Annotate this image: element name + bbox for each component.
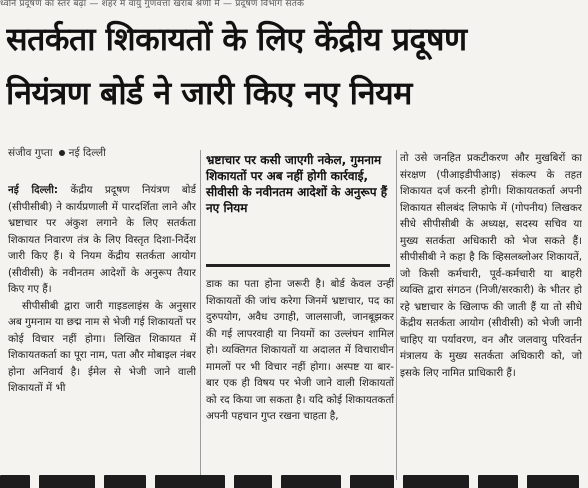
headline-line-1: सतर्कता शिकायतों के लिए केंद्रीय प्रदूषण [6, 20, 467, 58]
headline-line-2: नियंत्रण बोर्ड ने जारी किए नए नियम [6, 74, 412, 112]
pull-quote-rule [206, 264, 390, 267]
pull-quote: भ्रष्टाचार पर कसी जाएगी नकेल, गुमनाम शिकायतों पर अब नहीं होगी कार्रवाई, सीवीसी के नवीनतम आदेशों के अनुरूप हैं नए नियम [206, 153, 388, 215]
column-divider [200, 150, 201, 480]
byline [8, 146, 106, 160]
article-column-2: डाक का पता होना जरूरी है। बोर्ड केवल उन्हीं शिकायतों की जांच करेगा जिनमें भ्रष्टाचार, पद का दुरुपयोग, अवैध उगाही, जालसाजी, जानबूझकर की गई लापरवाही या नियमों का उल्लंघन शामिल हो। व्यक्तिगत शिकायतों या अदालत में विचाराधीन मामलों पर भी विचार नहीं होगा। अस्पष्ट या बार-बार एक ही विषय पर भेजी जाने वाली शिकायतों को रद किया जा सकता है। यदि कोई शिकायतकर्ता अपनी पहचान गुप्त रखना चाहता है, [206, 278, 394, 422]
next-article-strip [0, 474, 588, 488]
headline [6, 12, 586, 120]
dateline-location: नई दिल्ली [68, 147, 106, 159]
bullet-icon [59, 150, 65, 156]
previous-article-strip: ध्वनि प्रदूषण का स्तर बढ़ा — शहर में वायु गुणवत्ता खराब श्रेणी में — प्रदूषण विभाग सतर्क [0, 0, 305, 8]
paragraph-1: नई दिल्ली: केंद्रीय प्रदूषण नियंत्रण बोर्ड (सीपीसीबी) ने कार्यप्रणाली में पारदर्शिता लाने और भ्रष्टाचार पर अंकुश लगाने के लिए सतर्कता शिकायत निवारण तंत्र के लिए विस्तृत दिशा-निर्देश जारी किए हैं। ये नियम केंद्रीय सतर्कता आयोग (सीवीसी) के नवीनतम आदेशों के अनुरूप तैयार किए गए हैं। [8, 184, 196, 295]
article-column-3: तो उसे जनहित प्रकटीकरण और मुखबिरों का संरक्षण (पीआइडीपीआइ) संकल्प के तहत शिकायत दर्ज करनी होगी। शिकायतकर्ता अपनी शिकायत सीलबंद लिफाफे में (गोपनीय) लिखकर सीधे सीपीसीबी के अध्यक्ष, सदस्य सचिव या मुख्य सतर्कता अधिकारी को भेज सकते हैं। सीपीसीबी ने कहा है कि व्हिसलब्लोअर शिकायतें, जो किसी कर्मचारी, पूर्व-कर्मचारी या बाहरी व्यक्ति द्वारा संगठन (निजी/सरकारी) के भीतर हो रहे भ्रष्टाचार के खिलाफ की जाती हैं या तो सीधे केंद्रीय सतर्कता आयोग (सीवीसी) को भेजी जानी चाहिए या पर्यावरण, वन और जलवायु परिवर्तन मंत्रालय के मुख्य सतर्कता अधिकारी को, जो इसके लिए नामित प्राधिकारी हैं। [400, 152, 582, 379]
article-column-1 [8, 182, 196, 482]
column-divider [396, 150, 397, 480]
dateline-lead: नई दिल्ली: [8, 184, 59, 196]
author-name: संजीव गुप्ता [8, 147, 53, 159]
paragraph-2: सीपीसीबी द्वारा जारी गाइडलाइंस के अनुसार अब गुमनाम या छद्म नाम से भेजी गई शिकायतों पर कोई विचार नहीं होगा। लिखित शिकायत में शिकायतकर्ता का पूरा नाम, पता और मोबाइल नंबर होना अनिवार्य है। ईमेल से भेजी जाने वाली शिकायतों में भी [8, 299, 196, 394]
